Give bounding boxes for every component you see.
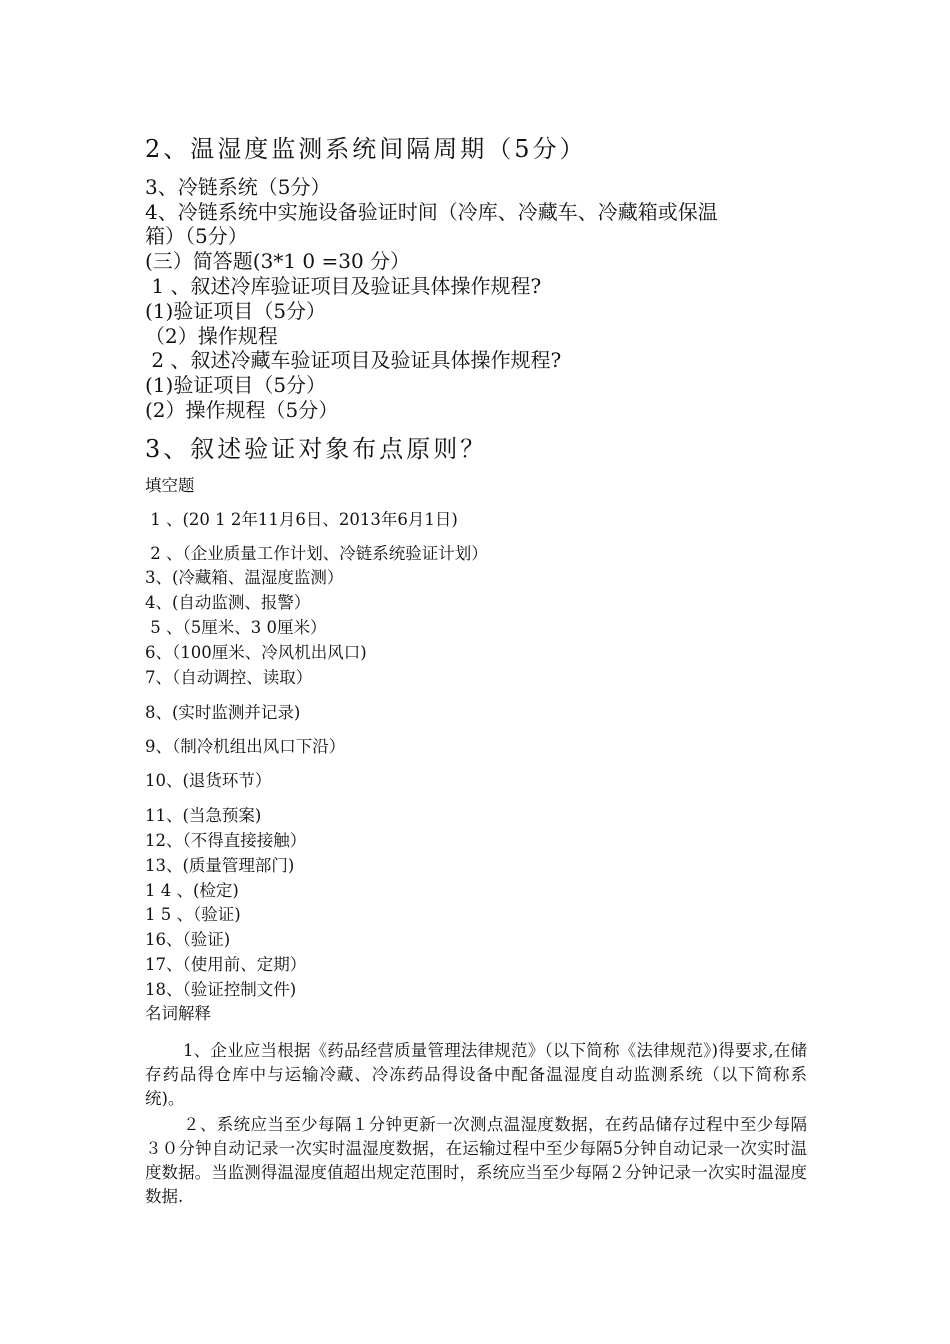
answer-item: 9、（制冷机组出风口下沿） <box>145 737 346 756</box>
answer-item: 11、(当急预案) <box>145 806 262 825</box>
term-paragraph-1: 1、企业应当根据《药品经营质量管理法律规范》（以下简称《法律规范》)得要求,在储存药品得仓库中与运输冷藏、冷冻药品得设备中配备温湿度自动监测系统（以下简称系统)。 <box>145 1041 807 1108</box>
question-3: 3、冷链系统（5分） <box>145 175 331 199</box>
short-answer-1-part-b: （2）操作规程 <box>145 324 278 348</box>
short-answer-2: 2 、叙述冷藏车验证项目及验证具体操作规程? <box>145 348 562 372</box>
short-answer-2-part-a: (1)验证项目（5分） <box>145 373 327 397</box>
question-2: 2、温湿度监测系统间隔周期（5分） <box>145 135 587 163</box>
answer-item: 10、(退货环节） <box>145 771 272 790</box>
answer-item: 1 、(20 1 2年11月6日、2013年6月1日) <box>145 510 458 529</box>
answer-item: 18、（验证控制文件) <box>145 980 297 999</box>
short-answer-1-part-a: (1)验证项目（5分） <box>145 299 327 323</box>
short-answer-1: 1 、叙述冷库验证项目及验证具体操作规程? <box>145 274 542 298</box>
answer-item: 17、（使用前、定期） <box>145 955 307 974</box>
answer-item: 1 5 、（验证) <box>145 905 241 924</box>
answer-item: 8、(实时监测并记录) <box>145 703 301 722</box>
question-4-line2: 箱）（5分） <box>145 224 248 248</box>
question-4-line1: 4、冷链系统中实施设备验证时间（冷库、冷藏车、冷藏箱或保温 <box>145 200 718 224</box>
answer-item: 13、(质量管理部门) <box>145 856 295 875</box>
answer-item: 2 、（企业质量工作计划、冷链系统验证计划） <box>145 544 488 563</box>
answer-item: 1 4 、(检定) <box>145 881 239 900</box>
answer-item: 5 、（5厘米、3 0厘米） <box>145 618 327 637</box>
short-answer-2-part-b: (2）操作规程（5分） <box>145 398 339 422</box>
answer-item: 4、(自动监测、报警） <box>145 593 311 612</box>
answer-item: 7、（自动调控、读取） <box>145 668 313 687</box>
term-paragraph-2: ２、系统应当至少每隔１分钟更新一次测点温湿度数据，在药品储存过程中至少每隔３０分钟自动记录一次实时温湿度数据，在运输过程中至少每隔5分钟自动记录一次实时温度数据。当监测得温湿度值超出规定范围时，系统应当至少每隔２分钟记录一次实时温湿度数据. <box>145 1115 807 1206</box>
term-definition-heading: 名词解释 <box>145 1004 211 1023</box>
short-answer-3: 3、叙述验证对象布点原则？ <box>145 435 488 463</box>
answer-item: 16、（验证) <box>145 930 231 949</box>
answer-item: 3、(冷藏箱、温湿度监测） <box>145 568 344 587</box>
answer-item: 6、（100厘米、冷风机出风口) <box>145 643 367 662</box>
section-heading: (三）简答题(3*1 0 =30 分） <box>145 249 411 273</box>
fill-blank-heading: 填空题 <box>145 476 195 495</box>
answer-item: 12、（不得直接接触） <box>145 831 307 850</box>
